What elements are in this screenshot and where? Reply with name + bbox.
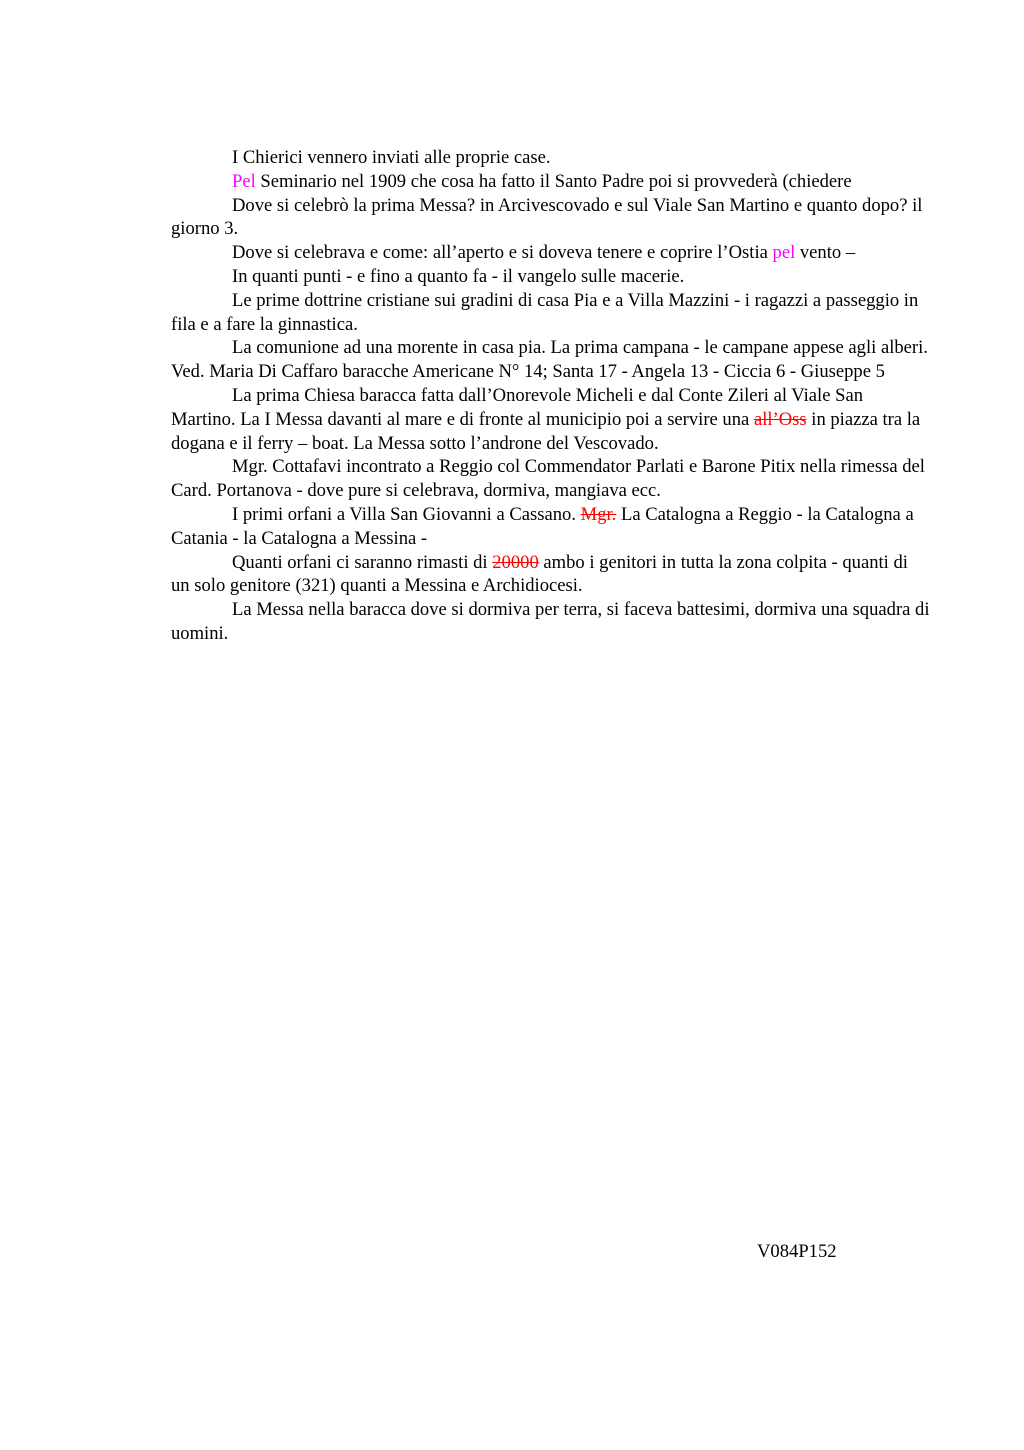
paragraph xyxy=(171,551,931,599)
text-segment: La comunione ad una morente in casa pia. La prima campana - le campane appese agli alberi. Ved. Maria Di Caffaro baracche Americane N° 14; Santa 17 - Angela 13 - Ciccia 6 - Giuseppe 5 xyxy=(171,337,928,383)
text-segment: vento – xyxy=(795,242,856,264)
text-segment: La Messa nella baracca dove si dormiva per terra, si faceva battesimi, dormiva una squadra di uomini. xyxy=(171,599,930,644)
paragraph xyxy=(171,146,931,170)
paragraph xyxy=(171,455,931,503)
paragraph xyxy=(171,194,931,242)
paragraph xyxy=(171,241,931,265)
text-segment: I primi orfani a Villa San Giovanni a Cassano. xyxy=(232,503,581,525)
text-segment: Le prime dottrine cristiane sui gradini di casa Pia e a Villa Mazzini - i ragazzi a passeggio in fila e a fare la ginnastica. xyxy=(171,289,919,335)
inserted-word: pel xyxy=(772,242,796,264)
text-segment: I Chierici vennero inviati alle proprie case. xyxy=(232,147,551,168)
text-segment: La prima Chiesa baracca fatta dall’Onorevole Micheli e dal Conte Zileri al Viale San Martino. La I Messa davanti al mare e di fronte al municipio poi a servire una xyxy=(171,384,863,430)
text-segment: Mgr. Cottafavi incontrato a Reggio col Commendator Parlati e Barone Pitix nella rimessa del Card. Portanova - dove pure si celebrava, dormiva, mangiava ecc. xyxy=(171,456,925,502)
text-segment: in piazza tra la dogana e il ferry – boat. La Messa sotto l’androne del Vescovado. xyxy=(171,408,921,454)
struck-text: 20000 xyxy=(492,551,539,573)
paragraph xyxy=(171,289,931,337)
text-segment: Dove si celebrava e come: all’aperto e si doveva tenere e coprire l’Ostia xyxy=(232,242,773,264)
text-segment: Seminario nel 1909 che cosa ha fatto il Santo Padre poi si provvederà (chiedere xyxy=(255,170,852,192)
text-segment: Dove si celebrò la prima Messa? in Arcivescovado e sul Viale San Martino e quanto dopo? il giorno 3. xyxy=(171,194,923,240)
text-segment: Quanti orfani ci saranno rimasti di xyxy=(232,551,493,573)
text-segment: La Catalogna a Reggio - la Catalogna a Catania - la Catalogna a Messina - xyxy=(171,503,914,549)
text-segment: In quanti punti - e fino a quanto fa - il vangelo sulle macerie. xyxy=(232,265,685,287)
paragraph xyxy=(171,336,931,384)
paragraph xyxy=(171,170,931,194)
struck-text: all’Oss xyxy=(753,408,807,430)
text-segment: ambo i genitori in tutta la zona colpita - quanti di un solo genitore (321) quanti a Messina e Archidiocesi. xyxy=(171,551,908,597)
paragraph xyxy=(171,503,931,551)
paragraph xyxy=(171,265,931,289)
paragraph xyxy=(171,598,931,646)
page-code: V084P152 xyxy=(757,1241,837,1262)
struck-text: Mgr. xyxy=(580,503,617,525)
document-body xyxy=(171,146,931,646)
inserted-word: Pel xyxy=(232,170,256,192)
paragraph xyxy=(171,384,931,455)
